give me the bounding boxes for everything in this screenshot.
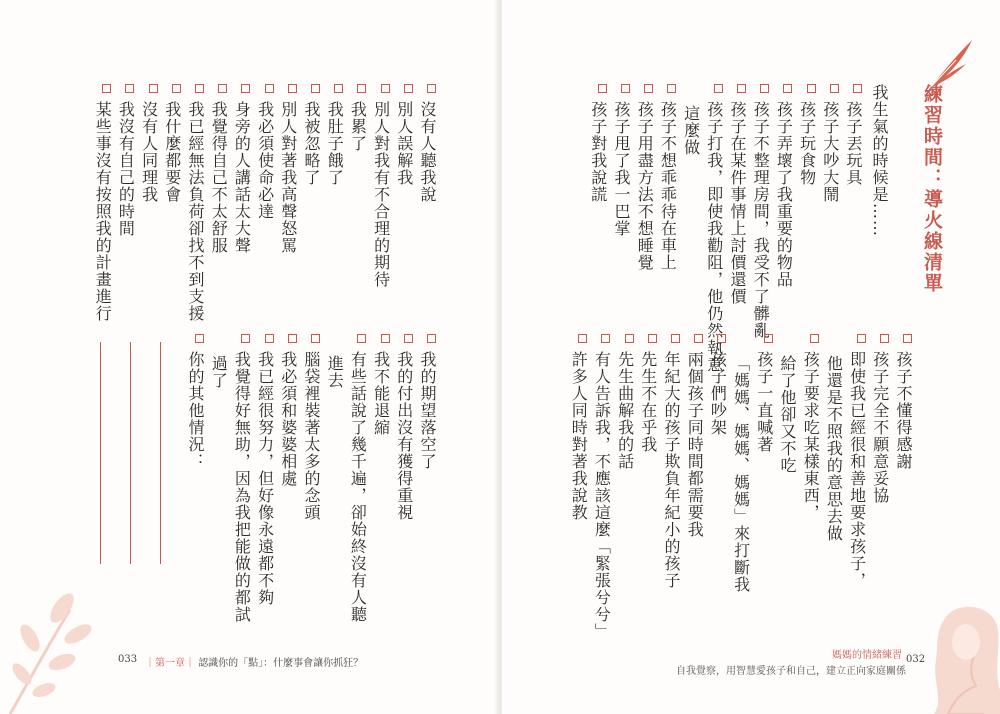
- checklist-item: [747, 84, 773, 339]
- checklist-item: [344, 84, 370, 152]
- checklist-item-text: 我已經很努力，但好像永遠都不夠: [255, 351, 275, 606]
- checklist-item-text: 我已經無法負荷卻找不到支援: [186, 101, 205, 322]
- checkbox-icon[interactable]: [625, 334, 634, 343]
- book-subtitle: 自我覺察，用智慧愛孩子和自己，建立正向家庭關係: [676, 666, 906, 677]
- checklist-item-text: 孩子甩了我一巴掌: [612, 101, 631, 237]
- checkbox-icon[interactable]: [764, 334, 773, 343]
- checkbox-icon[interactable]: [857, 334, 866, 343]
- checklist-item-text: 孩子一直喊著: [754, 351, 774, 453]
- page-number-left: 033: [118, 654, 138, 665]
- checkbox-icon[interactable]: [427, 334, 436, 343]
- checklist-item: [840, 84, 866, 186]
- checklist-item-text: 先生曲解我的話: [615, 351, 635, 470]
- checkbox-icon[interactable]: [404, 334, 413, 343]
- checkbox-icon[interactable]: [737, 84, 746, 93]
- checklist-item: [252, 334, 278, 606]
- checkbox-icon[interactable]: [671, 334, 680, 343]
- checkbox-icon[interactable]: [195, 334, 204, 343]
- checklist-item-text: 孩子不想乖乖待在車上: [658, 101, 678, 271]
- checklist-item-text: 我不能退縮: [371, 351, 391, 436]
- checklist-item: [635, 334, 661, 453]
- book-title: 媽媽的情緒練習: [832, 650, 902, 661]
- checklist-item-text: 孩子玩食物: [797, 101, 817, 186]
- checklist-item: [298, 84, 324, 186]
- checklist-item-text: 別人誤解我: [394, 101, 414, 186]
- checklist-item: [159, 84, 185, 203]
- checklist-item-text: 孩子們吵架: [708, 351, 728, 436]
- chapter-title: 認識你的「點」：什麼事會讓你抓狂？: [198, 658, 364, 669]
- checklist-item-text: 孩子丟玩具: [844, 101, 863, 186]
- checklist-item-text: 先生不在乎我: [638, 351, 658, 453]
- checklist-item: [344, 334, 370, 623]
- checklist-item-text: 孩子不懂得感謝: [894, 351, 913, 470]
- checklist-item-text: 年紀大的孩子欺負年紀小的孩子: [662, 351, 681, 589]
- checklist-item-text: 即使我已經很和善地要求孩子，: [847, 351, 867, 589]
- leaf-branch-decoration: [0, 590, 100, 714]
- answer-blank-line: [130, 342, 131, 564]
- checkbox-icon[interactable]: [381, 334, 390, 343]
- checklist-item-text: 孩子用盡方法不想睡覺: [635, 101, 655, 271]
- checkbox-icon[interactable]: [427, 84, 436, 93]
- checklist-item-text: 我累了: [348, 101, 368, 152]
- checklist-item-text: 你的其他情況：: [186, 351, 205, 470]
- checklist-item: [298, 334, 324, 521]
- checklist-item: [817, 84, 843, 203]
- checklist-item-text: 過了: [209, 355, 229, 389]
- checklist-item: [89, 84, 115, 322]
- checklist-item: [565, 334, 591, 521]
- checkbox-icon[interactable]: [667, 84, 676, 93]
- checklist-item: [612, 334, 638, 470]
- checkbox-icon[interactable]: [760, 84, 769, 93]
- checkbox-icon[interactable]: [717, 334, 726, 343]
- checkbox-icon[interactable]: [218, 84, 227, 93]
- checklist-item-continuation: [820, 334, 846, 542]
- checkbox-icon[interactable]: [783, 84, 792, 93]
- checklist-item-text: 身旁的人講話太大聲: [232, 101, 252, 254]
- checklist-item-text: 沒有人同理我: [139, 101, 159, 203]
- checklist-item-text: 他還是不照我的意思去做: [824, 355, 844, 542]
- checkbox-icon[interactable]: [598, 84, 607, 93]
- checklist-item: [794, 84, 820, 186]
- left-page: [0, 0, 498, 714]
- checkbox-icon[interactable]: [853, 84, 862, 93]
- checklist-item-text: 某些事沒有按照我的計畫進行: [93, 101, 113, 322]
- checklist-item: [112, 84, 138, 237]
- prompt-line: 我生氣的時候是……: [870, 84, 889, 237]
- checklist-item: [182, 84, 208, 322]
- checklist-item-continuation: [728, 334, 754, 593]
- checklist-item: [205, 84, 231, 254]
- checklist-item: [658, 334, 684, 589]
- checklist-item: [701, 84, 727, 373]
- checklist-item-text: 我必須和婆婆相處: [278, 351, 298, 487]
- checklist-item: [136, 84, 162, 203]
- checklist-item-continuation: [205, 334, 231, 389]
- checkbox-icon[interactable]: [903, 334, 912, 343]
- checkbox-icon[interactable]: [621, 84, 630, 93]
- checklist-item-text: 孩子不整理房間，我受不了髒亂: [751, 101, 771, 339]
- checklist-item-text: 我沒有自己的時間: [116, 101, 136, 237]
- checklist-item-text: 我的期望落空了: [418, 351, 437, 470]
- section-title: 練習時間：導火線清單: [921, 84, 943, 294]
- checklist-item: [321, 84, 347, 186]
- checkbox-icon[interactable]: [265, 84, 274, 93]
- checklist-item: [275, 334, 301, 487]
- checklist-item-text: 我覺得好無助，因為我把能做的都試: [232, 351, 252, 623]
- checklist-item-text: 給了他卻又不吃: [778, 355, 797, 474]
- checklist-item-continuation: [774, 334, 800, 474]
- checkbox-icon[interactable]: [694, 334, 703, 343]
- checklist-item-text: 孩子對我說謊: [588, 101, 608, 203]
- checklist-item: [414, 84, 440, 203]
- woman-silhouette-illustration: [914, 600, 1000, 714]
- checklist-item-text: 腦袋裡裝著太多的念頭: [302, 351, 321, 521]
- checkbox-icon[interactable]: [810, 334, 819, 343]
- checkbox-icon[interactable]: [172, 84, 181, 93]
- checklist-item-text: 我覺得自己不太舒服: [209, 101, 229, 254]
- checkbox-icon[interactable]: [807, 84, 816, 93]
- checklist-item-continuation: [678, 84, 704, 156]
- checkbox-icon[interactable]: [241, 334, 250, 343]
- checklist-item: [588, 334, 614, 640]
- checklist-item: [844, 334, 870, 589]
- checklist-item: [182, 334, 208, 470]
- checklist-item-text: 許多人同時對著我說教: [569, 351, 589, 521]
- checkbox-icon[interactable]: [288, 334, 297, 343]
- checklist-item-text: 我什麼都要會: [162, 101, 182, 203]
- checklist-item: [704, 334, 730, 436]
- running-footer-left: [145, 654, 363, 669]
- checklist-item: [228, 334, 254, 623]
- checkbox-icon[interactable]: [880, 334, 889, 343]
- right-page: [502, 0, 1000, 714]
- checkbox-icon[interactable]: [334, 84, 343, 93]
- checklist-item-text: 我被忽略了: [302, 101, 321, 186]
- checkbox-icon[interactable]: [357, 84, 366, 93]
- checklist-item: [252, 84, 278, 220]
- checklist-item-text: 沒有人聽我說: [418, 101, 437, 203]
- checkbox-icon[interactable]: [648, 334, 657, 343]
- chapter-label: ｜第一章｜: [145, 658, 195, 669]
- checklist-item: [391, 334, 417, 521]
- checklist-item-text: 我必須使命必達: [255, 101, 275, 220]
- checklist-item: [414, 334, 440, 470]
- checklist-item: [770, 84, 796, 288]
- checklist-item-text: 孩子大吵大鬧: [820, 101, 840, 203]
- checkbox-icon[interactable]: [149, 84, 158, 93]
- checkbox-icon[interactable]: [357, 334, 366, 343]
- checklist-item-text: 孩子完全不願意妥協: [870, 351, 890, 504]
- checklist-item-text: 別人對著我高聲怒罵: [278, 101, 298, 254]
- checkbox-icon[interactable]: [288, 84, 297, 93]
- checklist-item: [391, 84, 417, 186]
- checklist-item-text: 「媽媽、媽媽、媽媽」來打斷我: [731, 355, 751, 593]
- checklist-item: [867, 334, 893, 504]
- checklist-item-text: 孩子弄壞了我重要的物品: [774, 101, 794, 288]
- checkbox-icon[interactable]: [311, 334, 320, 343]
- checklist-item: [275, 84, 301, 254]
- checkbox-icon[interactable]: [644, 84, 653, 93]
- checklist-item-text: 有些話說了幾千遍，卻始終沒有人聽: [348, 351, 368, 623]
- answer-blank-line: [160, 342, 161, 564]
- checklist-item: [585, 84, 611, 203]
- checklist-item: [890, 334, 916, 470]
- checklist-item: [654, 84, 680, 271]
- checklist-item-text: 孩子打我，即使我勸阻，他仍然執意: [704, 101, 724, 373]
- checkbox-icon[interactable]: [195, 84, 204, 93]
- checkbox-icon[interactable]: [381, 84, 390, 93]
- checkbox-icon[interactable]: [102, 84, 111, 93]
- checklist-item-text: 進去: [325, 355, 345, 389]
- checklist-item-text: 別人對我有不合理的期待: [371, 101, 391, 288]
- checklist-item: [228, 84, 254, 254]
- checkbox-icon[interactable]: [241, 84, 250, 93]
- checklist-item-text: 兩個孩子同時間都需要我: [685, 351, 705, 538]
- checklist-item: [797, 334, 823, 521]
- checklist-item-continuation: [321, 334, 347, 389]
- checklist-item-text: 有人告訴我，不應該這麼「緊張兮兮」: [592, 351, 612, 640]
- checklist-item: [681, 334, 707, 538]
- checklist-item-text: 我的付出沒有獲得重視: [394, 351, 414, 521]
- checklist-item: [608, 84, 634, 237]
- checkbox-icon[interactable]: [714, 84, 723, 93]
- checkbox-icon[interactable]: [601, 334, 610, 343]
- checklist-item-text: 這麼做: [681, 105, 701, 156]
- page-number-right: 032: [906, 654, 926, 665]
- checklist-item-text: 孩子要求吃某樣東西，: [801, 351, 821, 521]
- checklist-item: [368, 334, 394, 436]
- checklist-item: [631, 84, 657, 271]
- checkbox-icon[interactable]: [578, 334, 587, 343]
- checkbox-icon[interactable]: [265, 334, 274, 343]
- checklist-item: [751, 334, 777, 453]
- answer-blank-line: [100, 342, 101, 564]
- checkbox-icon[interactable]: [404, 84, 413, 93]
- checklist-item: [368, 84, 394, 288]
- checkbox-icon[interactable]: [311, 84, 320, 93]
- checklist-item-text: 我肚子餓了: [325, 101, 345, 186]
- checkbox-icon[interactable]: [830, 84, 839, 93]
- checklist-item: [724, 84, 750, 305]
- checkbox-icon[interactable]: [125, 84, 134, 93]
- checklist-item-text: 孩子在某件事情上討價還價: [728, 101, 747, 305]
